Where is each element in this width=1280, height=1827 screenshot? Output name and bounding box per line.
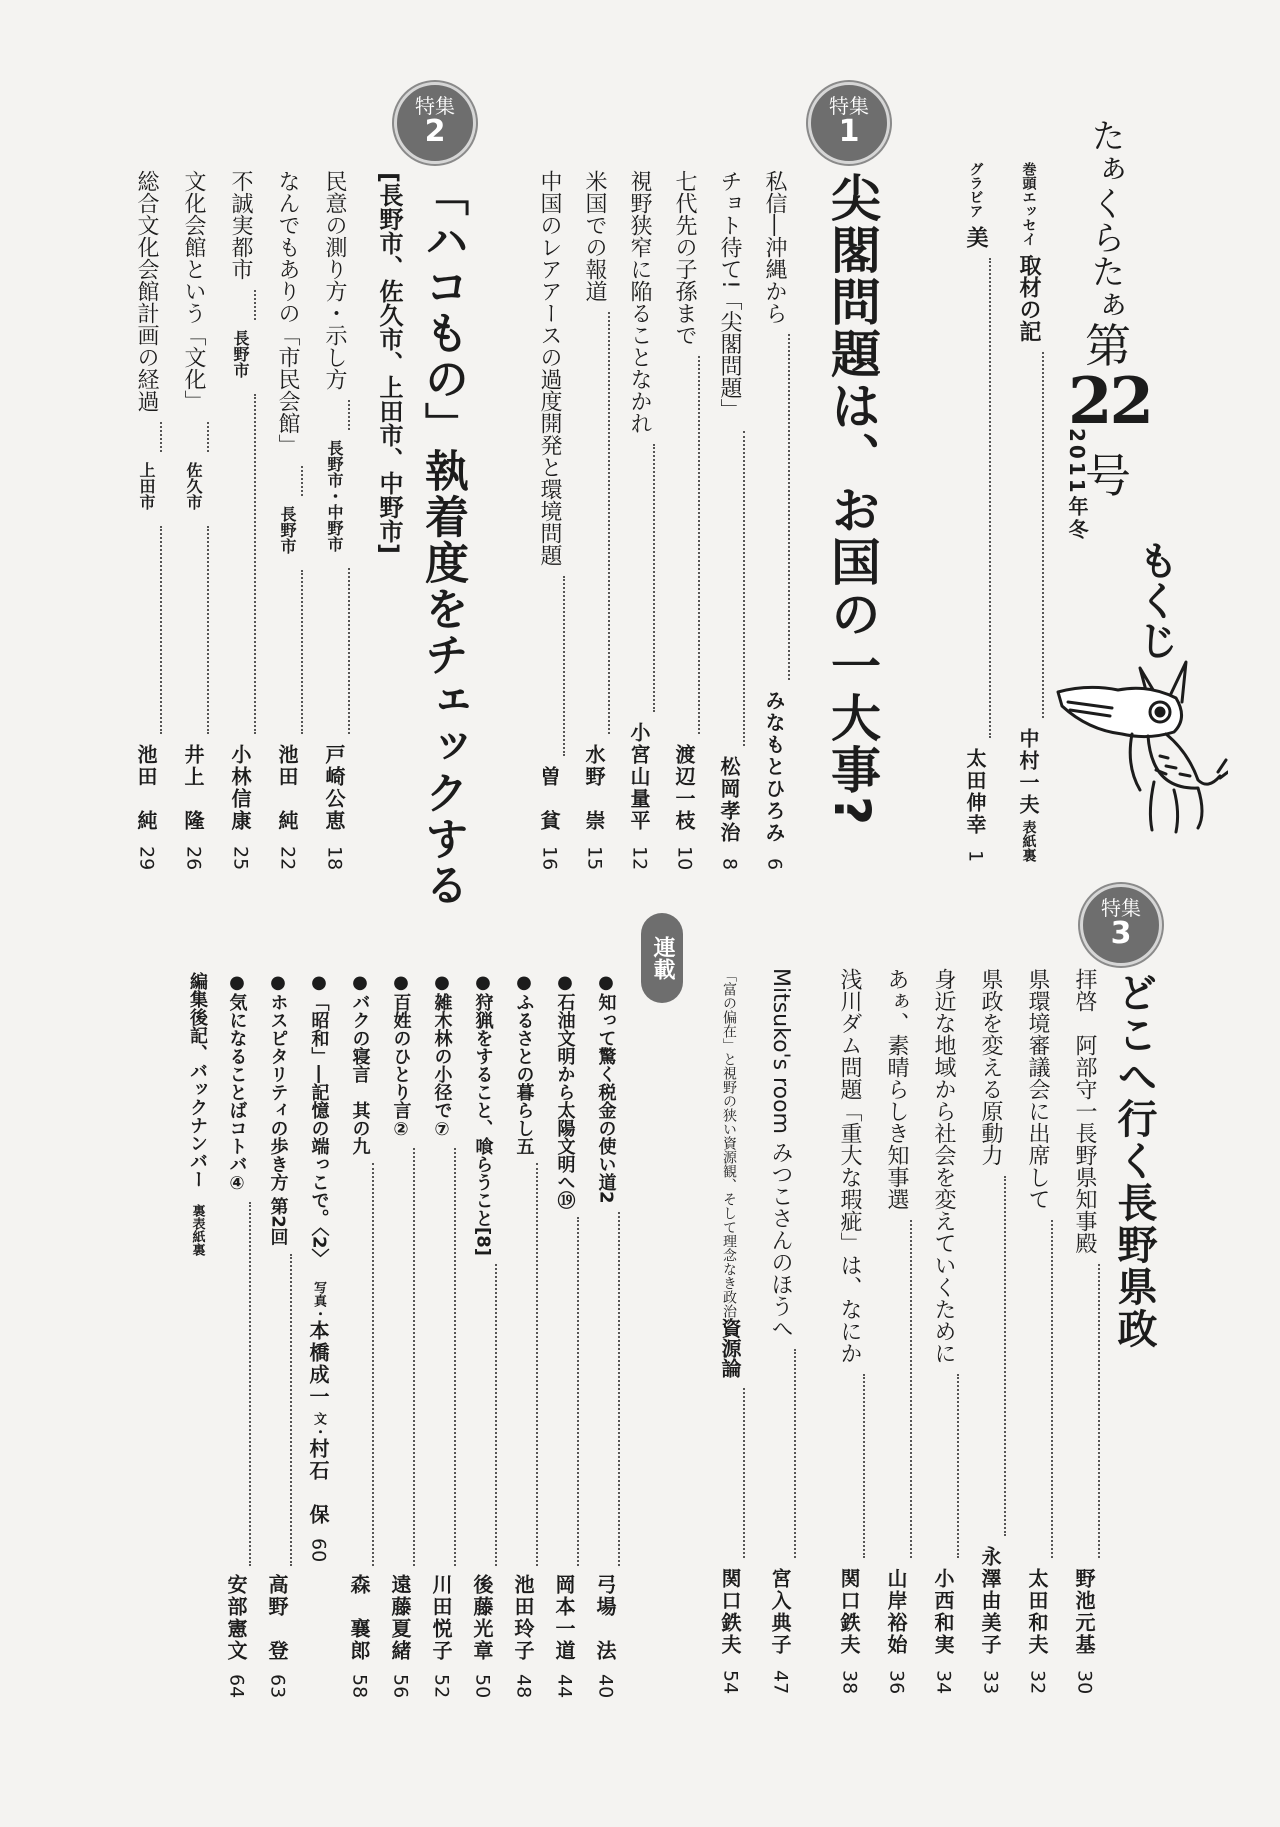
feature2-item[interactable]: なんでもありの「市民会館」 長野市 池田 純 22 bbox=[272, 170, 303, 870]
rensai-item-backmatter[interactable]: 編集後記、バックナンバー 裏表紙裏 bbox=[187, 972, 208, 1256]
feature2-item[interactable]: 総合文化会館計画の経過 上田市 池田 純 29 bbox=[131, 170, 162, 870]
rensai-item[interactable]: ●気になることばコトバ④ 安部憲文 64 bbox=[222, 972, 251, 1698]
feature2-list bbox=[131, 170, 350, 870]
feature3-item[interactable]: Mitsuko's room みつこさんのほうへ 宮入典子 47 bbox=[765, 968, 796, 1694]
issue-go: 号 bbox=[1085, 449, 1131, 503]
mokuji-label: もくじ bbox=[1132, 540, 1178, 660]
feature3-badge: 特集 3 bbox=[1080, 884, 1162, 966]
feature2-item[interactable]: 不誠実都市 長野市 小林信康 25 bbox=[225, 170, 256, 870]
front-matter bbox=[960, 162, 1044, 862]
feature3-item[interactable]: 浅川ダム問題「重大な瑕疵」は、なにか 関口鉄夫 38 bbox=[834, 968, 865, 1694]
feature1-item[interactable]: 米国での報道 水野 崇 15 bbox=[579, 170, 610, 870]
feature3-item[interactable]: 県政を変える原動力 永澤由美子 33 bbox=[975, 968, 1006, 1694]
rensai-list bbox=[184, 972, 620, 1698]
feature1-item[interactable]: チョト待て!「尖閣問題」 松岡孝治 8 bbox=[714, 170, 745, 870]
feature3-list bbox=[716, 968, 1100, 1694]
magazine-name: たぁくらたぁ bbox=[1085, 118, 1125, 322]
front-item-essay[interactable]: 巻頭エッセイ 取材の記 中村一夫 表紙裏 bbox=[1013, 162, 1044, 862]
feature1-item[interactable]: 私信―沖縄から みなもとひろみ 6 bbox=[759, 170, 790, 870]
feature1-list bbox=[534, 170, 790, 870]
feature1-badge: 特集 1 bbox=[808, 82, 890, 164]
rensai-item[interactable]: ●バクの寝言 其の九 森 襄郎 58 bbox=[345, 972, 374, 1698]
feature1-item[interactable]: 視野狭窄に陥ることなかれ 小宮山量平 12 bbox=[624, 170, 655, 870]
rensai-item[interactable]: ●「昭和」―記憶の端っこで。〈2〉 写真・ 本橋成一 文・ 村石 保 60 bbox=[306, 972, 330, 1562]
feature2-badge: 特集 2 bbox=[394, 82, 476, 164]
rensai-item[interactable]: ●雑木林の小径で⑦ 川田悦子 52 bbox=[427, 972, 456, 1698]
feature3-item[interactable]: 拝啓 阿部守一長野県知事殿 野池元基 30 bbox=[1069, 968, 1100, 1694]
feature2-headline: 「ハコもの」執着度をチェックする bbox=[417, 172, 468, 908]
rensai-item[interactable]: ●ホスピタリティの歩き方 第2回 高野 登 63 bbox=[263, 972, 292, 1698]
issue-year: 2011年冬 bbox=[1065, 428, 1089, 542]
feature3-headline: どこへ行く長野県政 bbox=[1111, 972, 1157, 1350]
feature2-item[interactable]: 文化会館という「文化」 佐久市 井上 隆 26 bbox=[178, 170, 209, 870]
feature2-subhead: [長野市、佐久市、上田市、中野市] bbox=[375, 172, 403, 554]
feature3-item[interactable]: 県環境審議会に出席して 太田和夫 32 bbox=[1022, 968, 1053, 1694]
front-item-gravure[interactable]: グラビア 美 太田伸幸 1 bbox=[960, 162, 991, 862]
feature1-item[interactable]: 中国のレアアースの過度開発と環境問題 曽 貧 16 bbox=[534, 170, 565, 870]
rensai-item[interactable]: ●百姓のひとり言② 遠藤夏緒 56 bbox=[386, 972, 415, 1698]
rensai-item[interactable]: ●知って驚く税金の使い道2 弓場 法 40 bbox=[591, 972, 620, 1698]
rensai-item[interactable]: ●石油文明から太陽文明へ⑲ 岡本一道 44 bbox=[550, 972, 579, 1698]
feature3-item[interactable]: あぁ、素晴らしき知事選 山岸裕始 36 bbox=[881, 968, 912, 1694]
feature1-item[interactable]: 七代先の子孫まで 渡辺一枝 10 bbox=[669, 170, 700, 870]
rensai-item[interactable]: ●狩猟をすること、喰らうこと[8] 後藤光章 50 bbox=[468, 972, 497, 1698]
feature1-headline: 尖閣問題は、お国の一大事? bbox=[823, 172, 881, 828]
issue-dai: 第 bbox=[1085, 319, 1131, 373]
deer-mascot-icon bbox=[1048, 640, 1228, 840]
feature3-item[interactable]: 身近な地域から社会を変えていくために 小西和実 34 bbox=[928, 968, 959, 1694]
rensai-item[interactable]: ●ふるさとの暮らし五 池田玲子 48 bbox=[509, 972, 538, 1698]
feature3-shigen-item[interactable]: 資源論 「富の偏在」と視野の狭い資源観、そして理念なき政治 関口鉄夫 54 bbox=[716, 968, 745, 1694]
issue-number: 22 bbox=[1068, 364, 1152, 439]
feature2-item[interactable]: 民意の測り方・示し方 長野市・中野市 戸崎公恵 18 bbox=[319, 170, 350, 870]
rensai-label: 連載 bbox=[641, 913, 683, 1003]
